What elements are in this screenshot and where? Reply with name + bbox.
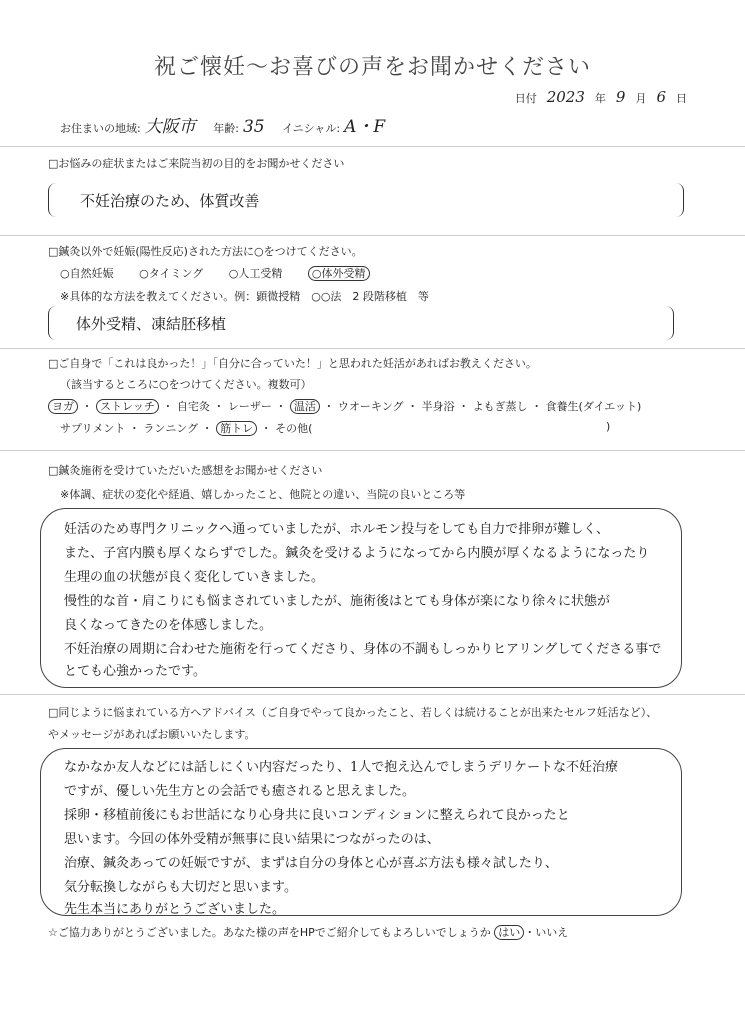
q3-row1: [48, 398, 641, 414]
q5-line: 採卵・移植前後にもお世話になり心身共に良いコンディションに整えられて良かったと: [64, 808, 570, 823]
dot: ・: [275, 400, 287, 413]
method-supplement: サプリメント: [60, 422, 126, 435]
method-home-moxa: 自宅灸: [176, 400, 210, 413]
dot: ・: [128, 422, 140, 435]
q3-note: （該当するところに○をつけてください。複数可）: [60, 378, 312, 391]
q2-label: □鍼灸以外で妊娠(陽性反応)された方法に○をつけてください。: [48, 245, 363, 258]
q4-line: 良くなってきたのを体感しました。: [64, 618, 273, 633]
age-value: 35: [242, 117, 265, 137]
footer-yes-circled: はい: [494, 925, 524, 940]
q1-label: □お悩みの症状またはご来院当初の目的をお聞かせください: [48, 157, 345, 170]
divider: [0, 146, 745, 147]
option-timing: ○タイミング: [139, 267, 204, 280]
info-row: [60, 112, 399, 137]
q2-note: ※具体的な方法を教えてください。例：顕微授精 ○○法 2 段階移植 等: [60, 290, 429, 303]
dot: ・: [260, 422, 272, 435]
date-label: 日付: [514, 92, 537, 105]
q4-line: とても心強かったです。: [64, 664, 206, 679]
initial-value: A・F: [344, 117, 386, 137]
date-row: [515, 88, 687, 106]
q5-label-2: やメッセージがあればお願いいたします。: [48, 728, 256, 741]
date-day-unit: 日: [676, 92, 687, 105]
dot: ・: [323, 400, 335, 413]
q5-line: 思います。今回の体外受精が無事に良い結果につながったのは、: [64, 832, 440, 847]
dot: ・: [531, 400, 543, 413]
footer-text: ☆ご協力ありがとうございました。あなた様の声をHPでご紹介してもよろしいでしょうか: [48, 926, 491, 939]
method-warming-circled: 温活: [290, 399, 320, 414]
date-month-unit: 月: [635, 92, 647, 105]
q1-answer: 不妊治療のため、体質改善: [80, 192, 260, 210]
q4-line: 慢性的な首・肩こりにも悩まされていましたが、施術後はとても身体が楽になり徐々に状態が: [64, 594, 611, 609]
q5-line: なかなか友人などには話しにくい内容だったり、1人で抱え込んでしまうデリケートな不妊治療: [64, 760, 619, 775]
option-natural: ○自然妊娠: [60, 267, 114, 280]
q4-label: □鍼灸施術を受けていただいた感想をお聞かせください: [48, 464, 323, 477]
q2-options: [60, 265, 392, 281]
q4-line: 不妊治療の周期に合わせた施術を行ってくださり、身体の不調もしっかりヒアリングしてくださる事で: [64, 642, 662, 657]
date-year: 2023: [546, 88, 585, 106]
initial-label: イニシャル:: [282, 122, 341, 135]
q4-line: また、子宮内膜も厚くならずでした。鍼灸を受けるようになってから内膜が厚くなるようになったり: [64, 546, 650, 561]
method-walking: ウオーキング: [337, 400, 404, 413]
q2-answer: 体外受精、凍結胚移植: [76, 315, 227, 333]
method-half-bath: 半身浴: [421, 400, 455, 413]
date-day: 6: [656, 88, 666, 106]
option-artificial: ○人工受精: [228, 267, 283, 280]
divider: [0, 235, 745, 236]
q3-label: □ご自身で「これは良かった！」「自分に合っていた！」と思われた妊活があればお教えください。: [48, 357, 537, 370]
method-running: ランニング: [143, 422, 199, 435]
divider: [0, 450, 745, 451]
dot: ・: [201, 422, 213, 435]
date-year-unit: 年: [594, 92, 606, 105]
method-other: その他(: [275, 422, 313, 435]
dot: ・: [81, 400, 93, 413]
q4-line: 生理の血の状態が良く変化していきました。: [64, 570, 325, 585]
method-strength-circled: 筋トレ: [216, 421, 257, 436]
option-ivf-circled: ○体外受精: [308, 266, 370, 281]
method-yoga-circled: ヨガ: [48, 399, 78, 414]
dot: ・: [162, 400, 174, 413]
dot: ・: [213, 400, 225, 413]
q5-line: ですが、優しい先生方との会話でも癒されると思えました。: [64, 784, 416, 799]
region-value: 大阪市: [144, 117, 196, 137]
footer-sep: ・: [524, 926, 536, 939]
divider: [0, 348, 745, 349]
divider: [0, 694, 745, 695]
method-mugwort-steam: よもぎ蒸し: [472, 400, 528, 413]
q5-label: □同じように悩まれている方へアドバイス（ご自身でやって良かったこと、若しくは続けることが出来たセルフ妊活など）、: [48, 706, 658, 719]
footer: [48, 924, 568, 940]
method-diet: 食養生(ダイエット): [545, 400, 642, 413]
dot: ・: [407, 400, 419, 413]
q5-line: 気分転換しながらも大切だと思います。: [64, 880, 297, 895]
page-title: 祝ご懐妊～お喜びの声をお聞かせください: [153, 55, 591, 80]
method-laser: レーザー: [227, 400, 272, 413]
dot: ・: [458, 400, 470, 413]
q4-line: 妊活のため専門クリニックへ通っていましたが、ホルモン投与をしても自力で排卵が難しく、: [64, 522, 609, 537]
method-stretch-circled: ストレッチ: [96, 399, 159, 414]
date-month: 9: [615, 88, 626, 106]
region-label: お住まいの地域:: [60, 122, 141, 135]
q5-line: 治療、鍼灸あっての妊娠ですが、まずは自分の身体と心が喜ぶ方法も様々試したり、: [64, 856, 558, 871]
q5-line: 先生本当にありがとうございました。: [64, 902, 286, 917]
q4-note: ※体調、症状の変化や経過、嬉しかったこと、他院との違い、当院の良いところ等: [60, 488, 466, 501]
footer-no: いいえ: [535, 926, 569, 939]
age-label: 年齢:: [213, 122, 239, 135]
other-close-paren: ): [606, 420, 611, 433]
q3-row2: [60, 420, 312, 436]
